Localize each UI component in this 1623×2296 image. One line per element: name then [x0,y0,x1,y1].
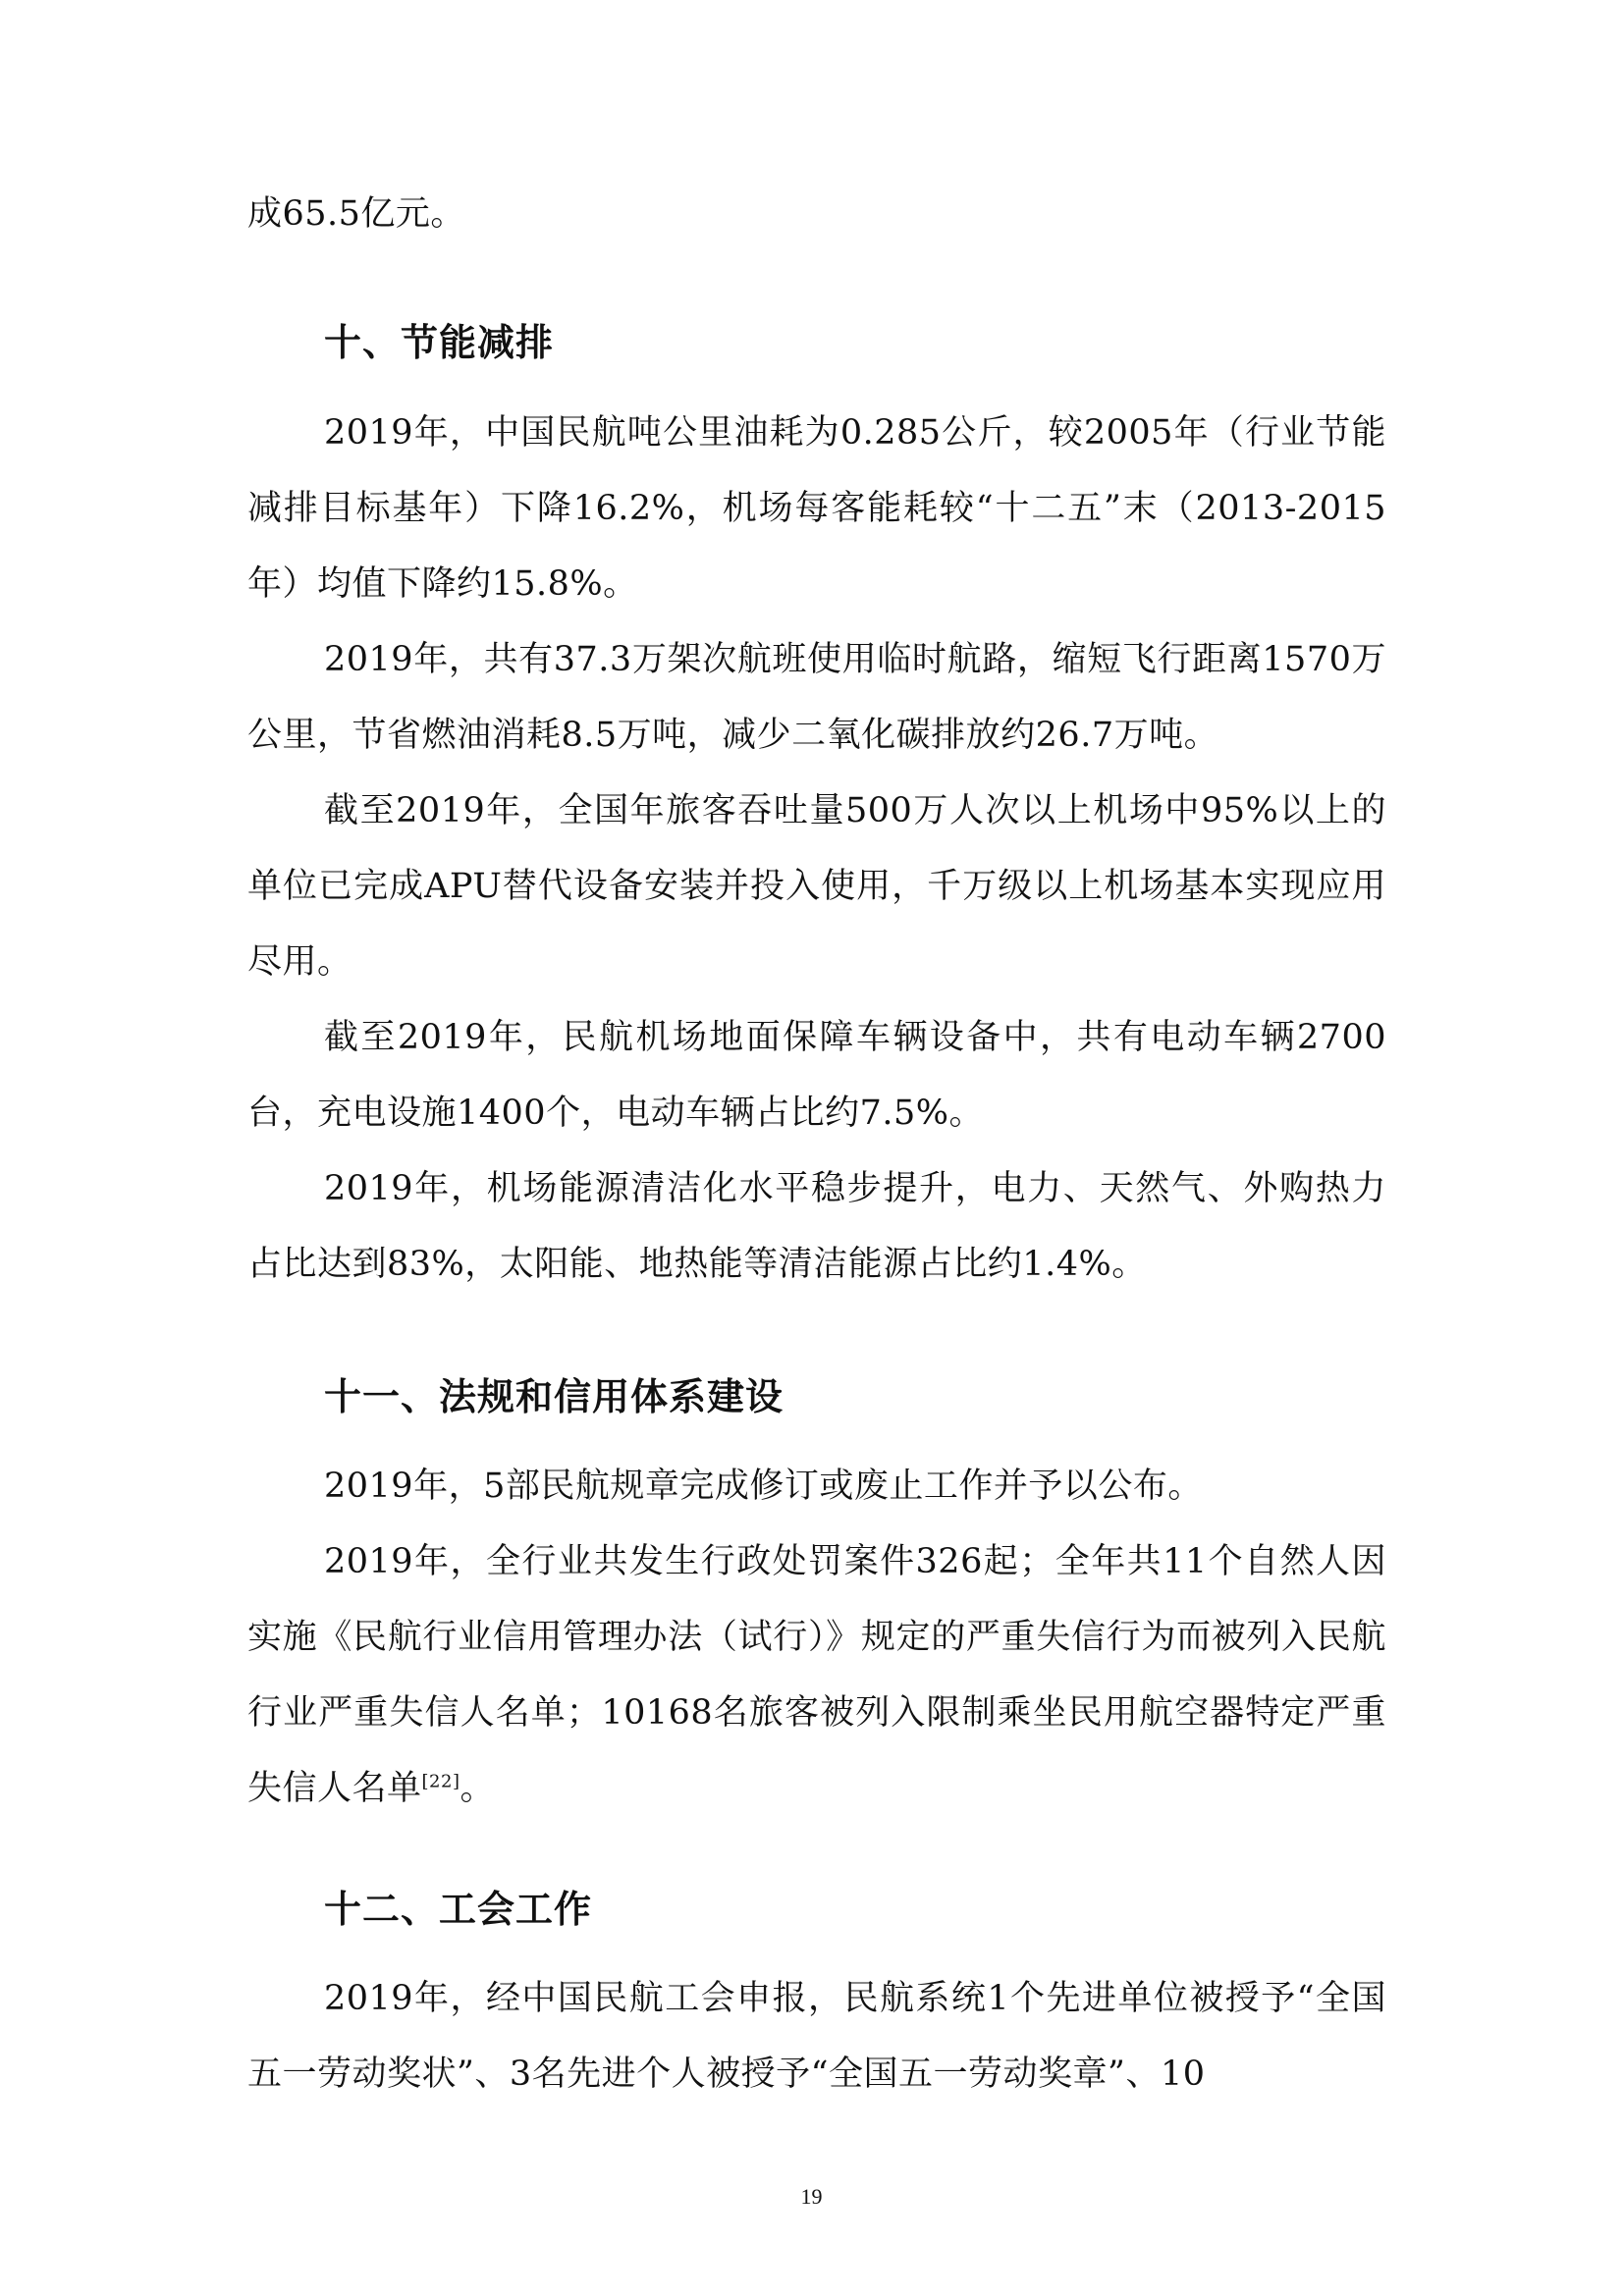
section-11-heading: 十一、法规和信用体系建设 [324,1375,784,1418]
section-10-paragraph: 2019年，共有37.3万架次航班使用临时航路，缩短飞行距离1570万公里，节省燃油消耗8.5万吨，减少二氧化碳排放约26.7万吨。 [247,640,1386,755]
section-10-heading: 十、节能减排 [324,321,555,364]
section-11-paragraph-end: 。 [460,1769,495,1808]
section-11-body [247,1449,1386,1827]
page-number: 19 [800,2184,823,2209]
continuation-text: 成65.5亿元。 [247,194,465,234]
section-10-paragraph: 2019年，中国民航吨公里油耗为0.285公斤，较2005年（行业节能减排目标基年）下降16.2%，机场每客能耗较“十二五”末（2013-2015年）均值下降约15.8%。 [247,413,1386,604]
section-10-paragraph: 截至2019年，全国年旅客吞吐量500万人次以上机场中95%以上的单位已完成APU替代设备安装并投入使用，千万级以上机场基本实现应用尽用。 [247,791,1386,982]
section-10-paragraph: 2019年，机场能源清洁化水平稳步提升，电力、天然气、外购热力占比达到83%，太阳能、地热能等清洁能源占比约1.4%。 [247,1169,1386,1284]
section-10-paragraph: 截至2019年，民航机场地面保障车辆设备中，共有电动车辆2700台，充电设施1400个，电动车辆占比约7.5%。 [247,1018,1386,1133]
section-12-paragraph: 2019年，经中国民航工会申报，民航系统1个先进单位被授予“全国五一劳动奖状”、3名先进个人被授予“全国五一劳动奖章”、10 [247,1979,1386,2094]
section-11-paragraph: 2019年，5部民航规章完成修订或废止工作并予以公布。 [324,1467,1203,1506]
section-10-body [247,396,1386,1303]
footnote-reference: [22] [421,1771,460,1792]
section-12-body [247,1961,1386,2112]
section-11-paragraph-text: 2019年，全行业共发生行政处罚案件326起；全年共11个自然人因实施《民航行业信用管理办法（试行）》规定的严重失信行为而被列入民航行业严重失信人名单；10168名旅客被列入限制乘坐民用航空器特定严重失信人名单 [247,1542,1386,1808]
section-12-heading: 十二、工会工作 [324,1888,593,1931]
continuation-block [247,177,1386,252]
section-11-paragraph-penalties [247,1524,1386,1827]
